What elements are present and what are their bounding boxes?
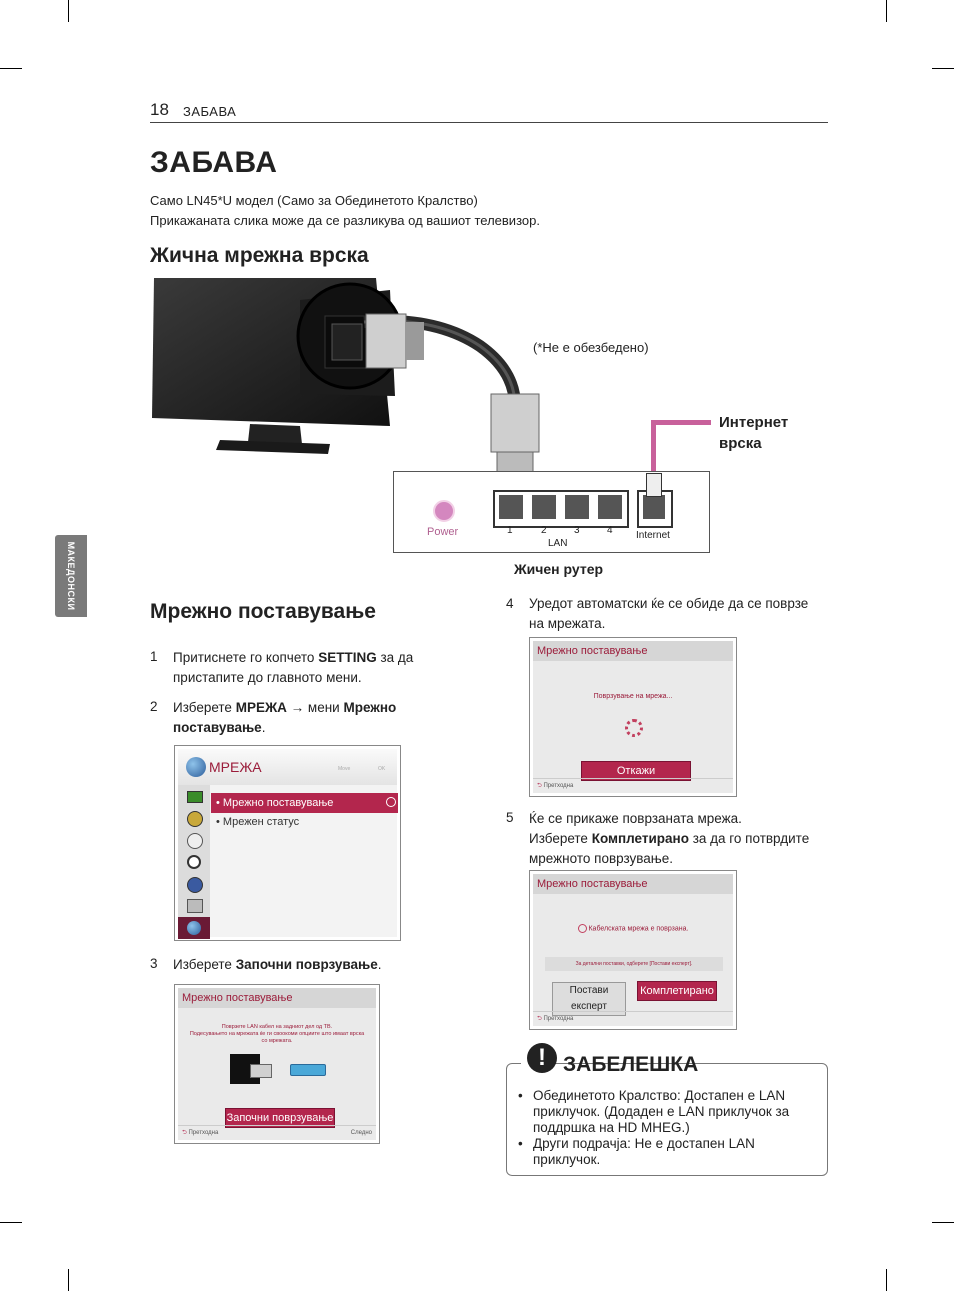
step-keyword: МРЕЖА <box>235 700 287 715</box>
dialog-text-line: Поврзете LAN кабел на задниот дел од ТВ. <box>221 1024 333 1030</box>
step-keyword: Започни поврзување <box>235 957 378 972</box>
network-menu-screenshot <box>174 745 401 941</box>
next-label[interactable]: Следно <box>350 1130 372 1136</box>
note-header <box>521 1043 699 1083</box>
note-line: поддршка на HD MHEG.) <box>533 1120 690 1135</box>
intro-line-1: Само LN45*U модел (Само за Обединетото Кралство) <box>150 193 478 208</box>
step-number: 5 <box>506 810 514 825</box>
header-rule <box>150 122 828 123</box>
step-text: Изберете <box>173 700 236 715</box>
step-number: 4 <box>506 596 514 611</box>
crop-mark <box>886 0 887 22</box>
internet-cable <box>651 420 656 478</box>
power-label: Power <box>427 526 459 538</box>
cable-icon <box>290 1064 326 1076</box>
step-1-text <box>173 648 413 688</box>
dialog-footer <box>533 778 733 793</box>
internet-port-icon <box>643 495 665 519</box>
dialog-footer <box>533 1011 733 1026</box>
note-line: приклучок. <box>533 1152 601 1167</box>
menu-item-text: Мрежен статус <box>222 816 300 828</box>
crop-mark <box>68 1269 69 1291</box>
step-text: → мени <box>286 700 344 715</box>
menu-item-network-status[interactable]: • Мрежен статус <box>216 816 300 828</box>
router-caption: Жичен рутер <box>514 561 604 577</box>
page-title: ЗАБАВА <box>150 146 278 179</box>
setup-heading: Мрежно поставување <box>150 600 376 623</box>
step-text: пристапите до главното мени. <box>173 670 362 685</box>
note-line: Други подрачја: Не е достапен LAN <box>533 1136 755 1151</box>
running-header: ЗАБАВА <box>183 104 237 119</box>
menu-item-text: Мрежно поставување <box>222 797 334 809</box>
back-label[interactable]: Претходна <box>543 783 574 789</box>
step-4-text <box>529 594 808 634</box>
step-3-text <box>173 955 382 975</box>
lan-label: LAN <box>548 538 568 549</box>
menu-item-label: • Мрежно поставување <box>216 797 334 809</box>
complete-button[interactable]: Комплетирано <box>637 981 717 1001</box>
step-text: Притиснете го копчето <box>173 650 319 665</box>
lan-port-icon <box>598 495 622 519</box>
note-line: приклучок. (Додаден е LAN приклучок за <box>533 1104 790 1119</box>
step-text: Изберете <box>173 957 236 972</box>
lan-port-icon <box>565 495 589 519</box>
step-keyword: поставување <box>173 720 262 735</box>
globe-icon <box>186 757 206 777</box>
lock-icon[interactable] <box>187 899 203 913</box>
dialog-title: Мрежно поставување <box>533 641 733 661</box>
wired-heading: Жична мрежна врска <box>150 244 369 267</box>
start-connection-screenshot <box>174 984 380 1144</box>
port-label: 4 <box>607 525 613 536</box>
expert-hint: За детални поставки, одберете [Постави експерт]. <box>545 957 723 971</box>
connected-screenshot <box>529 870 737 1030</box>
channel-icon[interactable] <box>187 833 203 849</box>
step-text: мрежното поврзување. <box>529 851 674 866</box>
info-icon <box>578 924 587 933</box>
expert-settings-button[interactable]: Постави експерт <box>552 982 626 1016</box>
dialog-title: Мрежно поставување <box>178 988 376 1008</box>
back-icon: ⮌ <box>182 1130 187 1136</box>
cancel-button[interactable]: Откажи <box>581 761 691 781</box>
step-2-text <box>173 698 396 738</box>
crop-mark <box>0 68 22 69</box>
language-tab <box>55 535 87 617</box>
back-label[interactable]: Претходна <box>543 1016 574 1022</box>
ok-hint: OK <box>378 766 386 772</box>
intro-line-2: Прикажаната слика може да се разликува од вашиот телевизор. <box>150 213 540 228</box>
ok-icon <box>386 797 396 807</box>
option-icon[interactable] <box>187 877 203 893</box>
note-line: Обединетото Кралство: Достапен е LAN <box>533 1088 786 1103</box>
audio-icon[interactable] <box>187 811 203 827</box>
bullet-icon: • <box>518 1136 523 1151</box>
internet-label-line-1: Интернет <box>719 414 789 431</box>
dialog-title: Мрежно поставување <box>533 874 733 894</box>
bullet-icon: • <box>518 1088 523 1103</box>
not-provided-note: (*Не е обезбедено) <box>533 340 649 355</box>
lan-port-icon <box>532 495 556 519</box>
step-text: за да го потврдите <box>688 831 810 846</box>
lan-plug-icon <box>250 1064 272 1078</box>
internet-label <box>719 412 788 454</box>
internet-plug <box>646 473 662 497</box>
crop-mark <box>932 68 954 69</box>
crop-mark <box>932 1222 954 1223</box>
port-label: 2 <box>541 525 547 536</box>
step-text: . <box>261 720 266 735</box>
step-keyword: SETTING <box>318 650 377 665</box>
connecting-message: Поврзување на мрежа... <box>593 693 673 700</box>
step-5-text <box>529 809 809 869</box>
connecting-screenshot <box>529 637 737 797</box>
dialog-text-line: Подесувањето на мрежата ќе ги своокоми опциите што имаат врска <box>189 1031 365 1037</box>
page-number: 18 <box>150 100 169 119</box>
connected-message-text: Кабелската мрежа е поврзана. <box>588 925 689 933</box>
connected-message <box>533 924 733 933</box>
dialog-text <box>178 1024 376 1045</box>
crop-mark <box>68 0 69 22</box>
step-text: за да <box>376 650 414 665</box>
step-keyword: Комплетирано <box>591 831 689 846</box>
back-icon: ⮌ <box>537 783 542 789</box>
back-icon: ⮌ <box>537 1016 542 1022</box>
step-number: 3 <box>150 956 158 971</box>
menu-title: МРЕЖА <box>209 759 262 775</box>
crop-mark <box>0 1222 22 1223</box>
dialog-footer <box>178 1125 376 1140</box>
internet-cable <box>651 420 711 425</box>
exclamation-icon: ! <box>527 1043 557 1073</box>
tv-cable-illustration <box>150 276 710 476</box>
note-item <box>518 1136 818 1168</box>
step-text: на мрежата. <box>529 616 606 631</box>
step-number: 1 <box>150 649 158 664</box>
internet-port-label: Internet <box>636 530 670 541</box>
move-hint: Move <box>338 766 351 772</box>
loading-spinner-icon <box>625 719 643 737</box>
note-title: ЗАБЕЛЕШКА <box>563 1053 699 1076</box>
port-label: 3 <box>574 525 580 536</box>
step-keyword: Мрежно <box>343 700 397 715</box>
power-icon <box>433 500 455 522</box>
internet-label-line-2: врска <box>719 435 762 452</box>
step-text: Ќе се прикаже поврзаната мрежа. <box>529 811 742 826</box>
dialog-text-line: со мрежата. <box>261 1038 293 1044</box>
crop-mark <box>886 1269 887 1291</box>
network-icon <box>187 921 201 935</box>
start-connection-button[interactable]: Започни поврзување <box>225 1108 335 1128</box>
step-text: Уредот автоматски ќе се обиде да се поврзе <box>529 596 809 611</box>
clock-icon[interactable] <box>187 855 201 869</box>
step-text: . <box>377 957 382 972</box>
step-text: Изберете <box>529 831 592 846</box>
step-number: 2 <box>150 699 158 714</box>
picture-icon[interactable] <box>187 791 203 803</box>
language-tab-label: МАКЕДОНСКИ <box>66 541 76 611</box>
note-item <box>518 1088 818 1136</box>
note-list <box>518 1088 818 1168</box>
lan-port-icon <box>499 495 523 519</box>
port-label: 1 <box>507 525 513 536</box>
back-label[interactable]: Претходна <box>188 1130 219 1136</box>
